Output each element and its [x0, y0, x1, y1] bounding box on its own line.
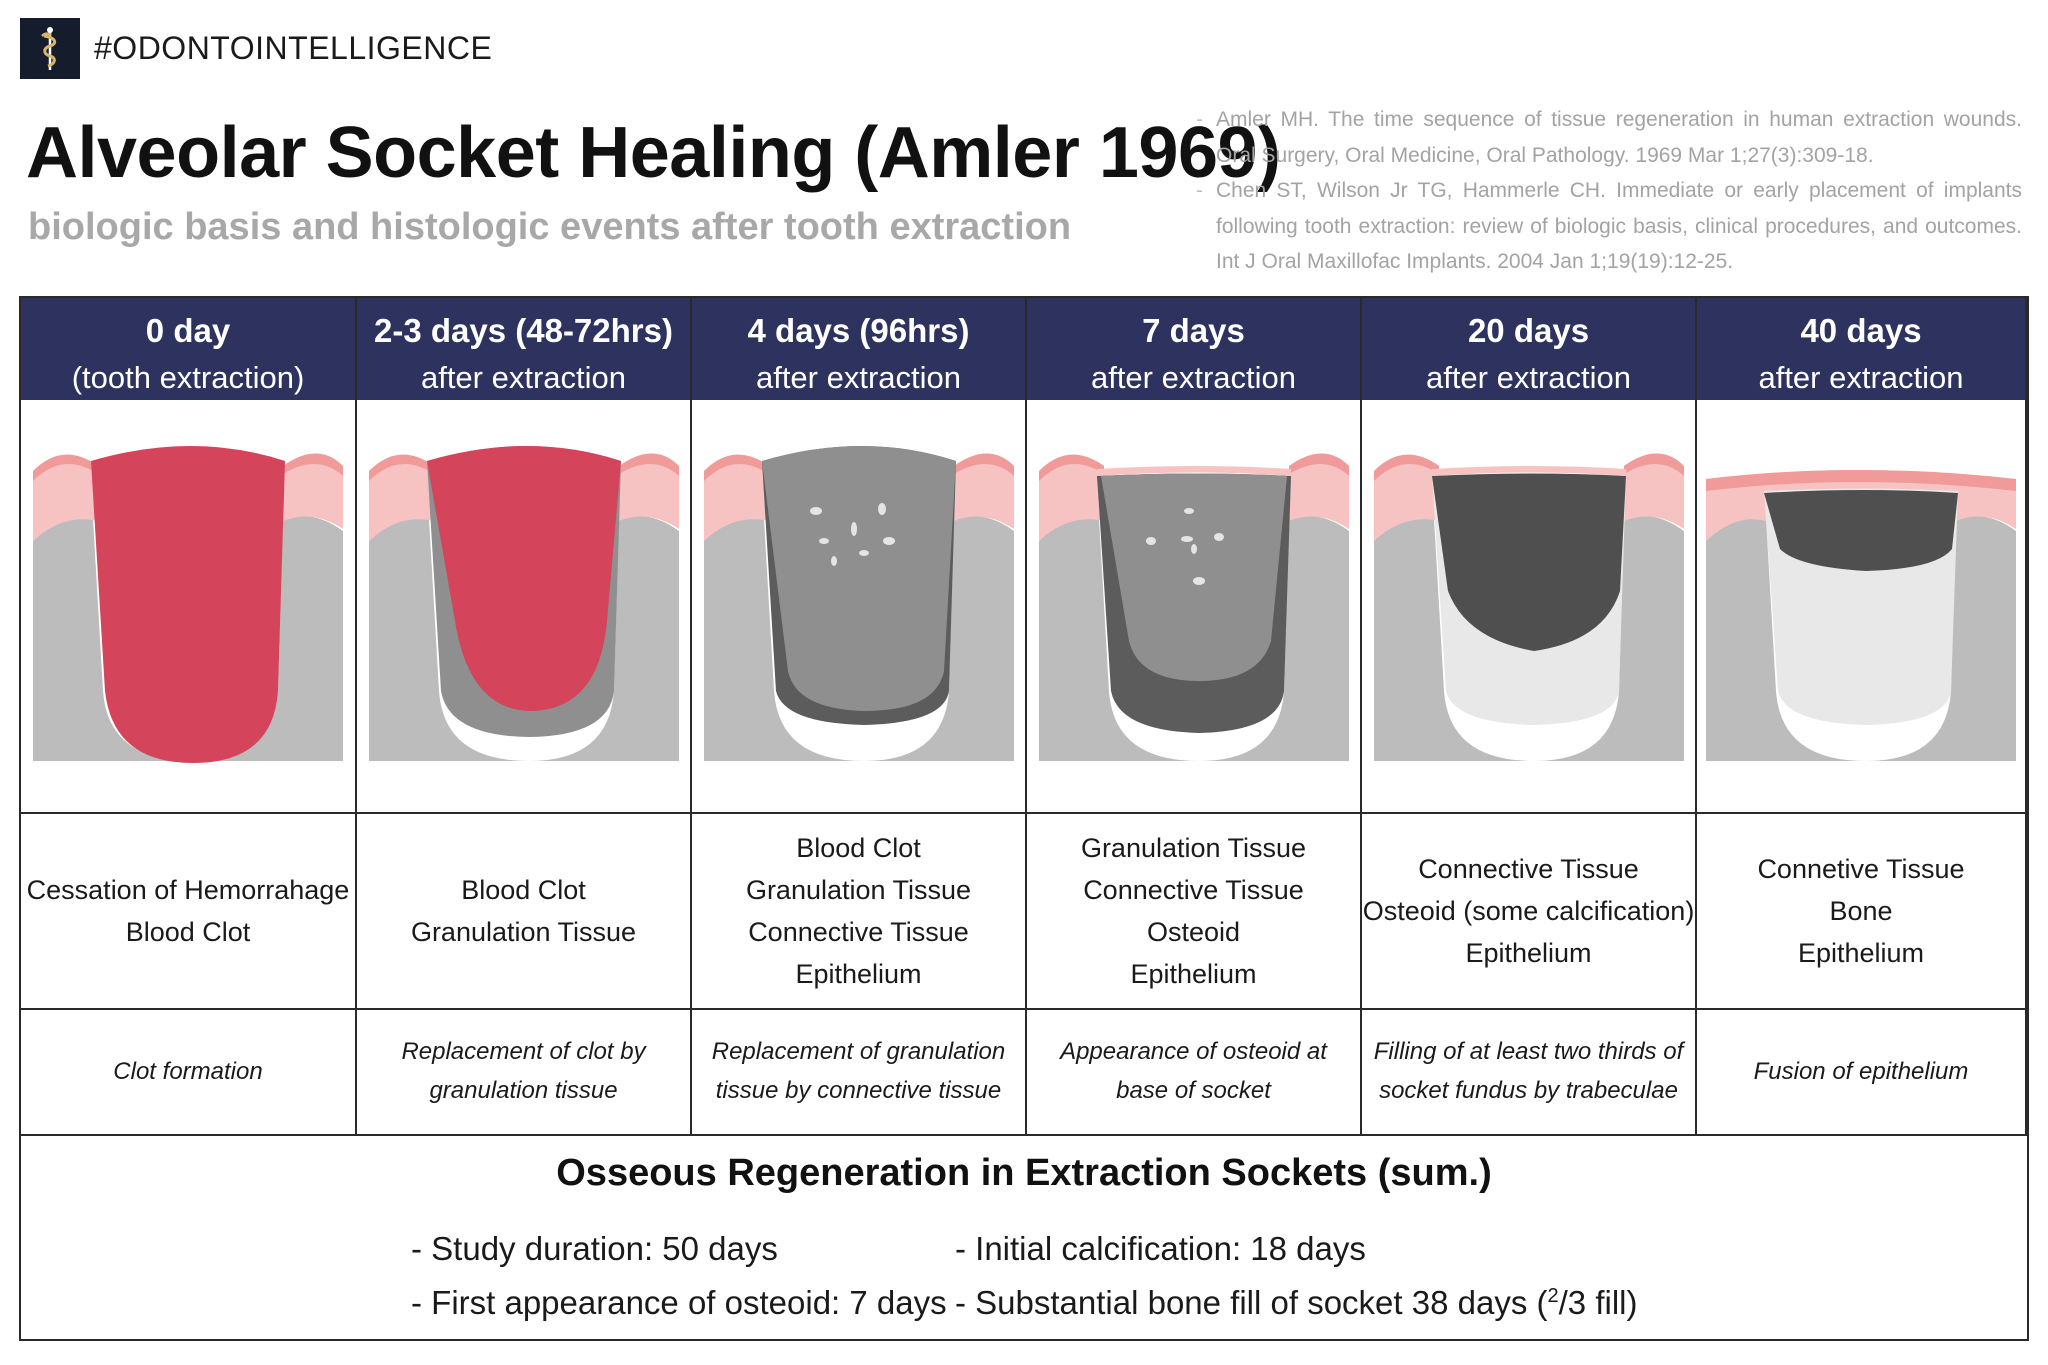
stage-subtitle: after extraction [1758, 360, 1964, 395]
reference-item: - Chen ST, Wilson Jr TG, Hammerle CH. Immediate or early placement of implants following tooth extraction: review of biologic basis, clinical procedures, and outcomes. Int J Oral Maxillofac Implants. 2004 Jan 1;19(19):12-25. [1196, 173, 2022, 280]
stage-header [1362, 298, 1695, 400]
histologic-event [357, 1010, 690, 1132]
tissue-item: Connetive Tissue [1757, 854, 1965, 884]
osteoid-socket-icon [1039, 441, 1349, 771]
tissue-item: Blood Clot [796, 833, 921, 863]
tissue-list [21, 814, 355, 1010]
tissue-item: Connective Tissue [1418, 854, 1639, 884]
tissue-item: Connective Tissue [748, 917, 969, 947]
healed-socket-icon [1706, 441, 2016, 771]
tissue-item: Bone [1829, 896, 1893, 926]
summary-title: Osseous Regeneration in Extraction Sockets (sum.) [556, 1152, 1492, 1194]
tissue-item: Cessation of Hemorrahage [26, 875, 350, 905]
study-duration: - Study duration: 50 days [411, 1230, 778, 1267]
stage-figure [21, 400, 355, 814]
tissue-item: Blood Clot [461, 875, 586, 905]
histologic-event [21, 1010, 355, 1132]
summary-panel [21, 1134, 2027, 1339]
first-osteoid: - First appearance of osteoid: 7 days [411, 1284, 947, 1321]
tissue-list [1362, 814, 1695, 1010]
tissue-list [357, 814, 690, 1010]
stage-figure [1362, 400, 1695, 814]
histologic-event [1027, 1010, 1360, 1132]
brand-header [20, 18, 492, 79]
tissue-item: Osteoid [1146, 917, 1241, 947]
bone-fill [955, 1284, 1637, 1322]
brand-hashtag: #ODONTOINTELLIGENCE [94, 30, 493, 66]
page-subtitle: biologic basis and histologic events after tooth extraction [28, 206, 1072, 248]
tissue-list [692, 814, 1025, 1010]
histologic-event [692, 1010, 1025, 1132]
initial-calcification: - Initial calcification: 18 days [955, 1230, 1366, 1267]
stage-time: 4 days (96hrs) [747, 312, 970, 349]
granulation-socket-icon [369, 441, 679, 771]
tissue-item: Osteoid (some calcification) [1362, 896, 1695, 926]
stage-header [21, 298, 355, 400]
stage-column [1697, 298, 2027, 1134]
healing-stages-table [19, 296, 2029, 1341]
stage-header [692, 298, 1025, 400]
bone-fill-numerator: 2 [1547, 1285, 1559, 1307]
reference-item: - Amler MH. The time sequence of tissue regeneration in human extraction wounds. Oral Surgery, Oral Medicine, Oral Pathology. 1969 Mar 1;27(3):309-18. [1196, 102, 2022, 173]
event-text: Appearance of osteoid at base of socket [1060, 1038, 1327, 1104]
stage-column [692, 298, 1027, 1134]
stage-header [357, 298, 690, 400]
tissue-item: Granulation Tissue [1080, 833, 1307, 863]
stage-subtitle: (tooth extraction) [71, 360, 305, 395]
trabeculae-socket-icon [1374, 441, 1684, 771]
caduceus-logo-icon [20, 18, 80, 79]
blood-clot-socket-icon [33, 441, 343, 771]
histologic-event [1362, 1010, 1695, 1132]
tissue-item: Blood Clot [125, 917, 251, 947]
stage-subtitle: after extraction [420, 360, 627, 395]
stage-subtitle: after extraction [1425, 360, 1632, 395]
stage-figure [692, 400, 1025, 814]
tissue-list [1697, 814, 2025, 1010]
stage-column [357, 298, 692, 1134]
page-title: Alveolar Socket Healing (Amler 1969) [26, 113, 1281, 193]
tissue-item: Granulation Tissue [745, 875, 972, 905]
tissue-list [1027, 814, 1360, 1010]
stage-subtitle: after extraction [755, 360, 962, 395]
event-text: Filling of at least two thirds of socket fundus by trabeculae [1373, 1038, 1684, 1104]
stage-header [1697, 298, 2025, 400]
tissue-item: Epithelium [1797, 938, 1925, 968]
stage-time: 0 day [145, 312, 231, 349]
tissue-item: Connective Tissue [1083, 875, 1304, 905]
stage-time: 2-3 days (48-72hrs) [374, 312, 673, 349]
stage-header [1027, 298, 1360, 400]
stage-time: 20 days [1467, 312, 1590, 349]
stage-column [21, 298, 357, 1134]
bone-fill-suffix: fill) [1586, 1284, 1638, 1321]
stage-figure [1027, 400, 1360, 814]
references-list [1196, 102, 2022, 280]
tissue-item: Granulation Tissue [410, 917, 637, 947]
histologic-event [1697, 1010, 2025, 1132]
event-text: Replacement of granulation tissue by connective tissue [711, 1038, 1006, 1104]
stage-column [1027, 298, 1362, 1134]
stage-column [1362, 298, 1697, 1134]
stage-time: 7 days [1142, 312, 1245, 349]
stage-subtitle: after extraction [1090, 360, 1297, 395]
event-text: Fusion of epithelium [1753, 1057, 1969, 1085]
event-text: Clot formation [113, 1057, 263, 1085]
tissue-item: Epithelium [1465, 938, 1592, 968]
bone-fill-prefix: - Substantial bone fill of socket 38 days ( [955, 1284, 1548, 1321]
stage-figure [1697, 400, 2025, 814]
event-text: Replacement of clot by granulation tissue [401, 1038, 646, 1104]
tissue-item: Epithelium [795, 959, 922, 989]
connective-socket-icon [704, 441, 1014, 771]
stage-time: 40 days [1800, 312, 1922, 349]
bone-fill-denominator: /3 [1558, 1284, 1587, 1321]
tissue-item: Epithelium [1130, 959, 1257, 989]
stage-figure [357, 400, 690, 814]
